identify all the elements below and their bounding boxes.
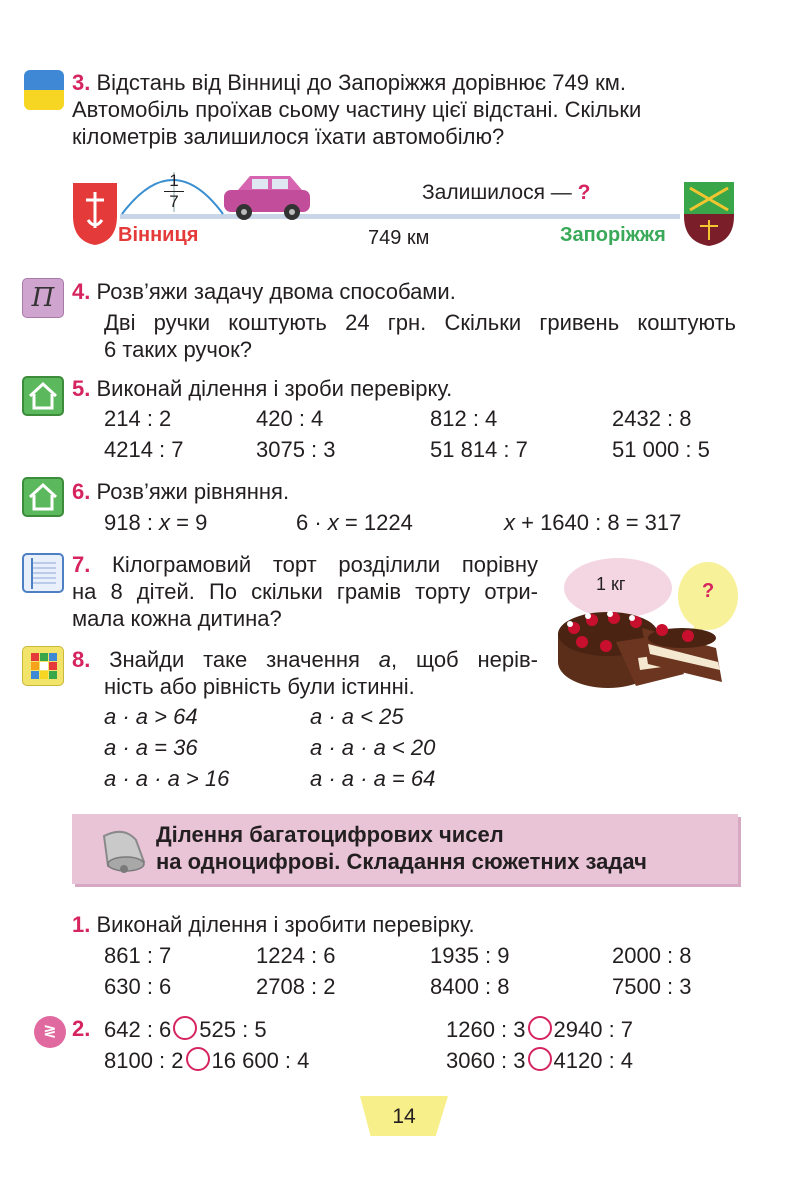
task3-line2: Автомобіль проїхав сьому частину цієї відстані. Скільки	[72, 97, 642, 122]
bubble-question-mark: ?	[702, 580, 715, 602]
task6-title: 6. Розв’яжи рівняння.	[72, 479, 290, 504]
task3-number: 3.	[72, 70, 91, 95]
ex1-title: 1. Виконай ділення і зробити перевірку.	[72, 912, 475, 937]
task5-row2-c3: 51 814 : 7	[430, 437, 528, 462]
ex2-row2-left: 8100 : 2 16 600 : 4	[104, 1048, 310, 1073]
task3-line3: кілометрів залишилося їхати автомобілю?	[72, 124, 505, 149]
ex1-row2-c1: 630 : 6	[104, 974, 172, 999]
bell-icon	[94, 822, 150, 876]
distance-diagram	[68, 166, 742, 248]
remaining-question-mark: ?	[577, 181, 591, 204]
vinnytsia-coat-of-arms-icon	[72, 182, 118, 246]
compare-circle[interactable]	[186, 1047, 210, 1071]
ukraine-flag-icon	[24, 70, 64, 110]
ex1-row2-c4: 7500 : 3	[612, 974, 692, 999]
task8-left-1: а · а > 64	[104, 704, 198, 729]
task7-line2: на 8 дітей. По скільки грамів торту отри-	[72, 579, 538, 604]
car-icon	[224, 176, 310, 220]
task5-row1-c1: 214 : 2	[104, 406, 172, 431]
ex2-number: 2.	[72, 1016, 91, 1041]
compare-circle[interactable]	[528, 1016, 552, 1040]
notebook-icon	[22, 553, 64, 593]
task5-row1-c4: 2432 : 8	[612, 406, 692, 431]
home-task-icon	[22, 477, 64, 517]
ex1-row1-c2: 1224 : 6	[256, 943, 336, 968]
task6-equation3: x + 1640 : 8 = 317	[504, 510, 682, 535]
ex1-row2-c2: 2708 : 2	[256, 974, 336, 999]
cake-illustration	[556, 558, 746, 698]
compare-icon: ≷	[34, 1016, 66, 1048]
ex2-row1-right: 1260 : 3 2940 : 7	[446, 1017, 634, 1042]
compare-circle[interactable]	[528, 1047, 552, 1071]
task8-right-3: а · а · а = 64	[310, 766, 436, 791]
task6-equation1: 918 : x = 9	[104, 510, 208, 535]
zaporizhzhia-coat-of-arms-icon	[684, 182, 734, 246]
page-number: 14	[392, 1105, 416, 1128]
task7-line3: мала кожна дитина?	[72, 606, 282, 631]
ex2-row1-left: 642 : 6 525 : 5	[104, 1017, 267, 1042]
bubble-1kg-label: 1 кг	[596, 574, 626, 594]
city-zaporizhzhia: Запоріжжя	[560, 224, 666, 246]
task8-line1: 8. Знайди таке значення а, щоб нерів-	[72, 647, 538, 672]
home-task-icon	[22, 376, 64, 416]
ex2-row2-right: 3060 : 3 4120 : 4	[446, 1048, 634, 1073]
task5-row2-c1: 4214 : 7	[104, 437, 184, 462]
distance-label: 749 км	[368, 227, 430, 249]
task8-line2: ність або рівність були істинні.	[104, 674, 415, 699]
ex1-row1-c4: 2000 : 8	[612, 943, 692, 968]
ex1-row2-c3: 8400 : 8	[430, 974, 510, 999]
task7-line1: 7. Кілограмовий торт розділили порівну	[72, 552, 538, 577]
task5-row1-c3: 812 : 4	[430, 406, 498, 431]
task5-row2-c2: 3075 : 3	[256, 437, 336, 462]
task5-title: 5. Виконай ділення і зроби перевірку.	[72, 376, 453, 401]
rubiks-cube-icon	[22, 646, 64, 686]
task4-title: 4. Розв’яжи задачу двома способами.	[72, 279, 456, 304]
city-vinnytsia: Вінниця	[118, 224, 199, 246]
task6-equation2: 6 · x = 1224	[296, 510, 413, 535]
task4-line2: 6 таких ручок?	[104, 337, 252, 362]
two-ways-icon: Π	[22, 278, 64, 318]
task3-line1: 3. Відстань від Вінниці до Запоріжжя дорівнює 749 км.	[72, 70, 626, 95]
task5-row2-c4: 51 000 : 5	[612, 437, 710, 462]
task8-right-1: а · а < 25	[310, 704, 404, 729]
remaining-label: Залишилося — ?	[422, 181, 591, 204]
task5-row1-c2: 420 : 4	[256, 406, 324, 431]
section-title-line2: на одноцифрові. Складання сюжетних задач	[156, 849, 647, 874]
task8-left-2: а · а = 36	[104, 735, 198, 760]
compare-circle[interactable]	[173, 1016, 197, 1040]
ex1-row1-c3: 1935 : 9	[430, 943, 510, 968]
fraction-one-seventh: 1 7	[160, 172, 188, 211]
ex1-row1-c1: 861 : 7	[104, 943, 172, 968]
task8-left-3: а · а · а > 16	[104, 766, 230, 791]
task4-line1: Дві ручки коштують 24 грн. Скільки гривень коштують	[104, 310, 736, 335]
section-title-line1: Ділення багатоцифрових чисел	[156, 822, 504, 847]
task8-right-2: а · а · а < 20	[310, 735, 436, 760]
